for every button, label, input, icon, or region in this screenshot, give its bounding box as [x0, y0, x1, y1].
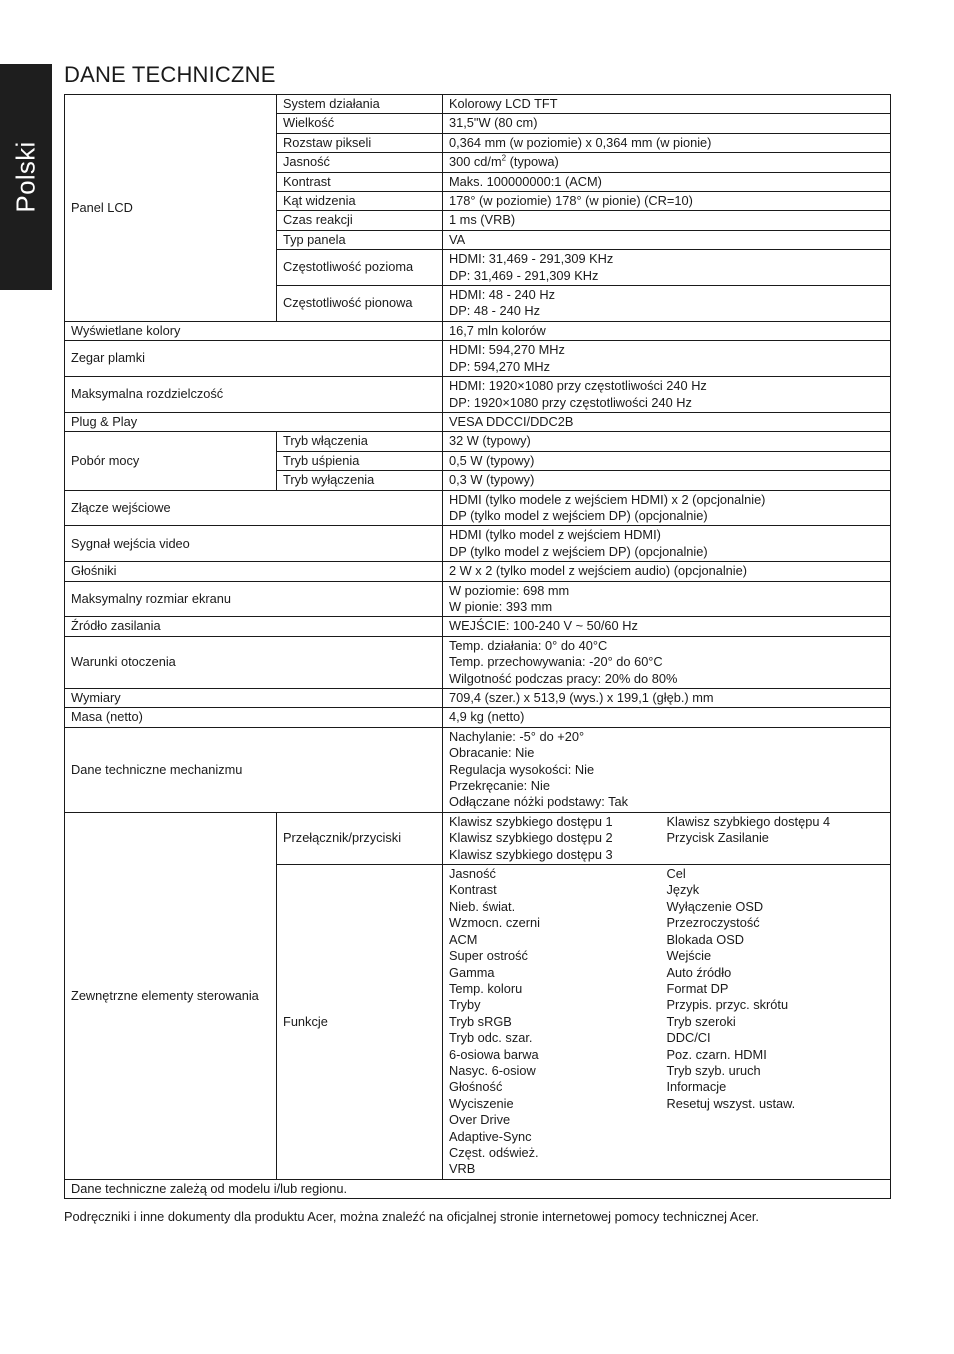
table-row — [65, 636, 891, 688]
row-label: Plug & Play — [65, 412, 443, 431]
list-item: Wyłączenie OSD — [666, 898, 764, 914]
table-row — [65, 727, 891, 812]
table-row — [65, 581, 891, 617]
list-item: Wejście — [666, 948, 712, 964]
row-label: Warunki otoczenia — [65, 636, 443, 688]
sub-label: Kontrast — [277, 172, 443, 191]
sub-label: Tryb uśpienia — [277, 451, 443, 470]
value-cell: VESA DDCCI/DDC2B — [443, 412, 891, 431]
value-cell: 178° (w poziomie) 178° (w pionie) (CR=10) — [443, 192, 891, 211]
value-cell — [443, 250, 891, 286]
line: HDMI (tylko modele z wejściem HDMI) x 2 (opcjonalnie) — [449, 491, 766, 507]
list-item: 6-osiowa barwa — [449, 1046, 539, 1062]
list-item: Kontrast — [449, 882, 497, 898]
sub-label: Częstotliwość pozioma — [277, 250, 443, 286]
value-cell: 1 ms (VRB) — [443, 211, 891, 230]
list-item: Wyciszenie — [449, 1095, 514, 1111]
value-cell: Kolorowy LCD TFT — [443, 95, 891, 114]
line: HDMI: 1920×1080 przy częstotliwości 240 Hz — [449, 378, 707, 394]
two-column-list — [449, 866, 884, 1178]
value-cell: 32 W (typowy) — [443, 432, 891, 451]
list-item: Temp. koloru — [449, 980, 523, 996]
list-item: Auto źródło — [666, 964, 732, 980]
table-row — [65, 526, 891, 562]
list-item: Tryb odc. szar. — [449, 1030, 533, 1046]
list-item: Cel — [666, 866, 686, 882]
language-tab-label: Polski — [10, 141, 41, 213]
table-row — [65, 708, 891, 727]
table-row — [65, 95, 891, 114]
table-row — [65, 562, 891, 581]
sub-label: Częstotliwość pionowa — [277, 286, 443, 322]
value-cell — [443, 636, 891, 688]
table-row — [65, 689, 891, 708]
list-item: ACM — [449, 931, 478, 947]
value-cell — [443, 727, 891, 812]
list-item: Tryb szeroki — [666, 1013, 736, 1029]
row-label: Wyświetlane kolory — [65, 321, 443, 340]
list-item: Klawisz szybkiego dostępu 1 — [449, 813, 613, 829]
line: HDMI: 48 - 240 Hz — [449, 287, 555, 303]
list-item: Tryby — [449, 997, 481, 1013]
value-cell: 0,5 W (typowy) — [443, 451, 891, 470]
sub-label: Czas reakcji — [277, 211, 443, 230]
list-item: Język — [666, 882, 700, 898]
row-label: Panel LCD — [65, 95, 277, 322]
sub-label: Tryb włączenia — [277, 432, 443, 451]
value-cell: 4,9 kg (netto) — [443, 708, 891, 727]
row-label: Maksymalna rozdzielczość — [65, 377, 443, 413]
page-title: DANE TECHNICZNE — [64, 62, 276, 87]
two-column-list — [449, 814, 884, 863]
list-item: Gamma — [449, 964, 495, 980]
value-cell — [443, 526, 891, 562]
line: DP (tylko model z wejściem DP) (opcjonalnie) — [449, 507, 708, 523]
table-row — [65, 321, 891, 340]
value-cell — [443, 153, 891, 172]
sub-label: Funkcje — [277, 865, 443, 1180]
line: Wilgotność podczas pracy: 20% do 80% — [449, 670, 678, 686]
list-item: DDC/CI — [666, 1030, 711, 1046]
value-cell: 709,4 (szer.) x 513,9 (wys.) x 199,1 (głęb.) mm — [443, 689, 891, 708]
sub-label: Przełącznik/przyciski — [277, 812, 443, 864]
sub-label: Kąt widzenia — [277, 192, 443, 211]
list-item: Nasyc. 6-osiow — [449, 1062, 536, 1078]
line: W pionie: 393 mm — [449, 598, 553, 614]
line: Temp. przechowywania: -20° do 60°C — [449, 654, 663, 670]
line: HDMI: 31,469 - 291,309 KHz — [449, 251, 614, 267]
value-cell — [443, 286, 891, 322]
footer-note: Podręczniki i inne dokumenty dla produktu Acer, można znaleźć na oficjalnej stronie internetowej pomocy technicznej Acer. — [64, 1209, 759, 1224]
value-cell: WEJŚCIE: 100-240 V ~ 50/60 Hz — [443, 617, 891, 636]
list-item: Przycisk Zasilanie — [666, 830, 769, 846]
line: Regulacja wysokości: Nie — [449, 761, 595, 777]
value-cell: 0,3 W (typowy) — [443, 471, 891, 490]
table-row — [65, 812, 891, 864]
row-label: Złącze wejściowe — [65, 490, 443, 526]
line: W poziomie: 698 mm — [449, 582, 570, 598]
list-item: Format DP — [666, 980, 729, 996]
list-item: Over Drive — [449, 1112, 511, 1128]
sub-label: Rozstaw pikseli — [277, 133, 443, 152]
value-cell: VA — [443, 230, 891, 249]
list-item: Tryb szyb. uruch — [666, 1062, 761, 1078]
value-cell — [443, 377, 891, 413]
list-item: Informacje — [666, 1079, 727, 1095]
line: DP (tylko model z wejściem DP) (opcjonalnie) — [449, 543, 708, 559]
table-row — [65, 412, 891, 431]
value-suffix: (typowa) — [506, 154, 559, 170]
row-label: Masa (netto) — [65, 708, 443, 727]
list-item: Nieb. świat. — [449, 898, 516, 914]
list-item: Jasność — [449, 866, 496, 882]
table-note: Dane techniczne zależą od modelu i/lub regionu. — [65, 1179, 891, 1198]
value-cell — [443, 341, 891, 377]
row-label: Sygnał wejścia video — [65, 526, 443, 562]
list-item: Adaptive-Sync — [449, 1128, 532, 1144]
list-item: VRB — [449, 1161, 476, 1177]
sub-label: Jasność — [277, 153, 443, 172]
row-label: Wymiary — [65, 689, 443, 708]
list-item: Super ostrość — [449, 948, 528, 964]
spec-table — [64, 94, 891, 1199]
list-item: Częst. odśwież. — [449, 1144, 539, 1160]
row-label: Dane techniczne mechanizmu — [65, 727, 443, 812]
row-label: Zewnętrzne elementy sterowania — [65, 812, 277, 1179]
line: HDMI: 594,270 MHz — [449, 342, 565, 358]
line: Obracanie: Nie — [449, 745, 535, 761]
list-item: Poz. czarn. HDMI — [666, 1046, 767, 1062]
list-column — [667, 814, 885, 863]
table-row — [65, 617, 891, 636]
list-item: Wzmocn. czerni — [449, 915, 541, 931]
line: Przekręcanie: Nie — [449, 778, 550, 794]
list-column — [449, 814, 667, 863]
sub-label: Typ panela — [277, 230, 443, 249]
sub-label: System działania — [277, 95, 443, 114]
row-label: Głośniki — [65, 562, 443, 581]
row-label: Źródło zasilania — [65, 617, 443, 636]
list-item: Klawisz szybkiego dostępu 2 — [449, 830, 613, 846]
list-column — [667, 866, 885, 1178]
table-row — [65, 377, 891, 413]
list-item: Blokada OSD — [666, 931, 745, 947]
row-label: Zegar plamki — [65, 341, 443, 377]
list-item: Klawisz szybkiego dostępu 3 — [449, 846, 613, 862]
value-cell: 2 W x 2 (tylko model z wejściem audio) (opcjonalnie) — [443, 562, 891, 581]
line: DP: 1920×1080 przy częstotliwości 240 Hz — [449, 394, 692, 410]
list-item: Tryb sRGB — [449, 1013, 512, 1029]
row-label: Maksymalny rozmiar ekranu — [65, 581, 443, 617]
line: Temp. działania: 0° do 40°C — [449, 637, 608, 653]
list-item: Przezroczystość — [666, 915, 760, 931]
table-row — [65, 1179, 891, 1198]
line: DP: 48 - 240 Hz — [449, 303, 541, 319]
line: DP: 594,270 MHz — [449, 358, 551, 374]
value-cell — [443, 812, 891, 864]
line: Nachylanie: -5° do +20° — [449, 728, 585, 744]
list-item: Klawisz szybkiego dostępu 4 — [666, 813, 831, 829]
superscript: 2 — [501, 153, 507, 163]
list-column — [449, 866, 667, 1178]
table-row — [65, 432, 891, 451]
value-cell: Maks. 100000000:1 (ACM) — [443, 172, 891, 191]
list-item: Przypis. przyc. skrótu — [666, 997, 789, 1013]
table-row — [65, 490, 891, 526]
value-cell — [443, 865, 891, 1180]
line: DP: 31,469 - 291,309 KHz — [449, 267, 599, 283]
list-item: Resetuj wszyst. ustaw. — [666, 1095, 796, 1111]
table-row — [65, 341, 891, 377]
value-cell: 16,7 mln kolorów — [443, 321, 891, 340]
row-label: Pobór mocy — [65, 432, 277, 490]
value-cell — [443, 581, 891, 617]
sub-label: Wielkość — [277, 114, 443, 133]
sub-label: Tryb wyłączenia — [277, 471, 443, 490]
language-tab — [0, 64, 52, 290]
value-text: 300 cd/m — [449, 154, 502, 170]
line: HDMI (tylko model z wejściem HDMI) — [449, 527, 661, 543]
list-item: Głośność — [449, 1079, 503, 1095]
line: Odłączane nóżki podstawy: Tak — [449, 794, 629, 810]
value-cell: 31,5"W (80 cm) — [443, 114, 891, 133]
value-cell: 0,364 mm (w poziomie) x 0,364 mm (w pionie) — [443, 133, 891, 152]
value-cell — [443, 490, 891, 526]
